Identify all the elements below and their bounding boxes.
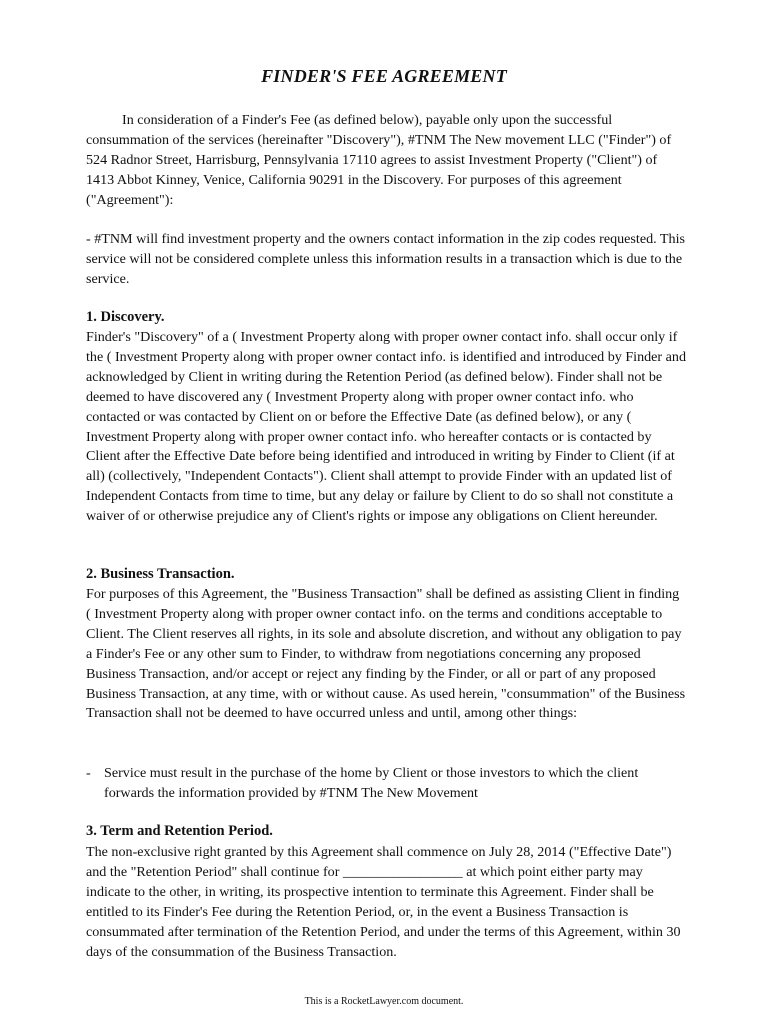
section-body-business-transaction: For purposes of this Agreement, the "Business Transaction" shall be defined as assisting Client in finding ( Investment Property along with proper owner contact info. on the terms and conditions acceptable to Client. The Client reserves all rights, in its sole and absolute discretion, and without any obligation to pay a Finder's Fee or any other sum to Finder, to withdraw from negotiations concerning any proposed Business Transaction, and/or accept or reject any finding by the Finder, or all or part of any proposed Business Transaction, at any time, with or without cause. As used herein, "consummation" of the Business Transaction shall not be deemed to have occurred unless and until, among other things:	[86, 586, 686, 722]
consummation-condition-text: Service must result in the purchase of the home by Client or those investors to which the client forwards the information provided by #TNM The New Movement	[104, 765, 639, 801]
intro-paragraph: In consideration of a Finder's Fee (as defined below), payable only upon the successful consummation of the services (hereinafter "Discovery"), #TNM The New movement LLC ("Finder") of 524 Radnor Street, Harrisburg, Pennsylvania 17110 agrees to assist Investment Property ("Client") of 1413 Abbot Kinney, Venice, California 90291 in the Discovery. For purposes of this agreement ("Agreement"):	[86, 112, 672, 208]
document-footer: This is a RocketLawyer.com document.	[304, 996, 464, 1007]
section-heading-business-transaction: 2. Business Transaction.	[86, 566, 235, 582]
document-title: FINDER'S FEE AGREEMENT	[261, 66, 507, 86]
service-bullet: - #TNM will find investment property and the owners contact information in the zip codes requested. This service will not be considered complete unless this information results in a transaction which is due to the service.	[86, 231, 685, 287]
section-heading-discovery: 1. Discovery.	[86, 309, 165, 325]
section-body-discovery: Finder's "Discovery" of a ( Investment Property along with proper owner contact info. shall occur only if the ( Investment Property along with proper owner contact info. is identified and introduced by Finder and acknowledged by Client in writing during the Retention Period (as defined below). Finder shall not be deemed to have discovered any ( Investment Property along with proper owner contact info. who contacted or was contacted by Client on or before the Effective Date (as defined below), or any ( Investment Property along with proper owner contact info. who hereafter contacts or is contacted by Client after the Effective Date before being identified and introduced in writing by Finder to Client (if at all) (collectively, "Independent Contacts"). Client shall attempt to provide Finder with an updated list of Independent Contacts from time to time, but any delay or failure by Client to do so shall not constitute a waiver of or otherwise prejudice any of Client's rights or impose any obligations on Client hereunder.	[86, 329, 687, 525]
section-heading-term-retention: 3. Term and Retention Period.	[86, 823, 273, 839]
section-body-term-retention: The non-exclusive right granted by this Agreement shall commence on July 28, 2014 ("Effective Date") and the "Retention Period" shall continue for _________________ at which point either party may indicate to the other, in writing, its prospective intention to terminate this Agreement. Finder shall be entitled to its Finder's Fee during the Retention Period, or, in the event a Business Transaction is consummated after termination of the Retention Period, and under the terms of this Agreement, within 30 days of the consummation of the Business Transaction.	[86, 844, 681, 960]
consummation-condition-item	[86, 764, 686, 804]
dash-marker: -	[86, 765, 91, 781]
